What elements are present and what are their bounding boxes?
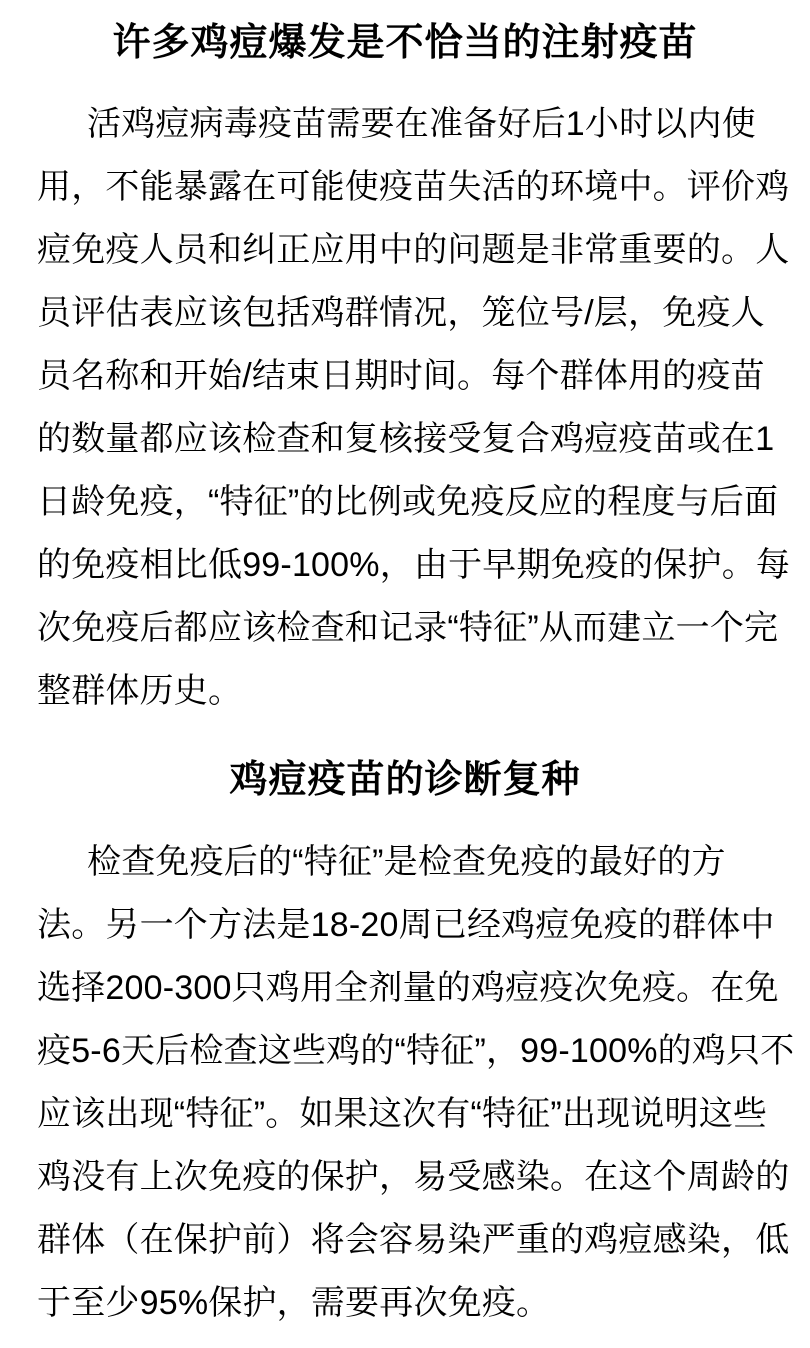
text-line: 员名称和开始/结束日期时间。每个群体用的疫苗 <box>37 357 765 395</box>
text-line: 员评估表应该包括鸡群情况，笼位号/层，免疫人 <box>37 294 765 332</box>
paragraph-vaccine-handling <box>37 93 794 723</box>
text-line: 鸡没有上次免疫的保护，易受感染。在这个周龄的 <box>37 1158 790 1196</box>
text-line: 的免疫相比低99-100%，由于早期免疫的保护。每 <box>37 546 791 584</box>
text-line: 群体（在保护前）将会容易染严重的鸡痘感染，低 <box>37 1221 790 1259</box>
text-line: 的数量都应该检查和复核接受复合鸡痘疫苗或在1 <box>37 420 775 458</box>
text-line: 日龄免疫，“特征”的比例或免疫反应的程度与后面 <box>37 483 779 521</box>
text-line: 疫5-6天后检查这些鸡的“特征”，99-100%的鸡只不 <box>37 1032 795 1070</box>
paragraph-revaccination-check <box>37 831 794 1335</box>
text-line: 于至少95%保护，需要再次免疫。 <box>37 1284 551 1322</box>
text-line: 整群体历史。 <box>37 672 243 710</box>
text-line: 应该出现“特征”。如果这次有“特征”出现说明这些 <box>37 1095 768 1133</box>
text-line: 次免疫后都应该检查和记录“特征”从而建立一个完 <box>37 609 779 647</box>
section-heading-diagnostic-revaccination: 鸡痘疫苗的诊断复种 <box>229 759 581 801</box>
section-heading-outbreaks: 许多鸡痘爆发是不恰当的注射疫苗 <box>112 22 698 64</box>
text-line: 法。另一个方法是18-20周已经鸡痘免疫的群体中 <box>37 906 775 944</box>
text-line: 检查免疫后的“特征”是检查免疫的最好的方 <box>87 843 726 881</box>
text-line: 痘免疫人员和纠正应用中的问题是非常重要的。人 <box>37 231 790 269</box>
text-line: 选择200-300只鸡用全剂量的鸡痘疫次免疫。在免 <box>37 969 779 1007</box>
text-line: 活鸡痘病毒疫苗需要在准备好后1小时以内使 <box>87 105 756 143</box>
text-line: 用，不能暴露在可能使疫苗失活的环境中。评价鸡 <box>37 168 790 206</box>
